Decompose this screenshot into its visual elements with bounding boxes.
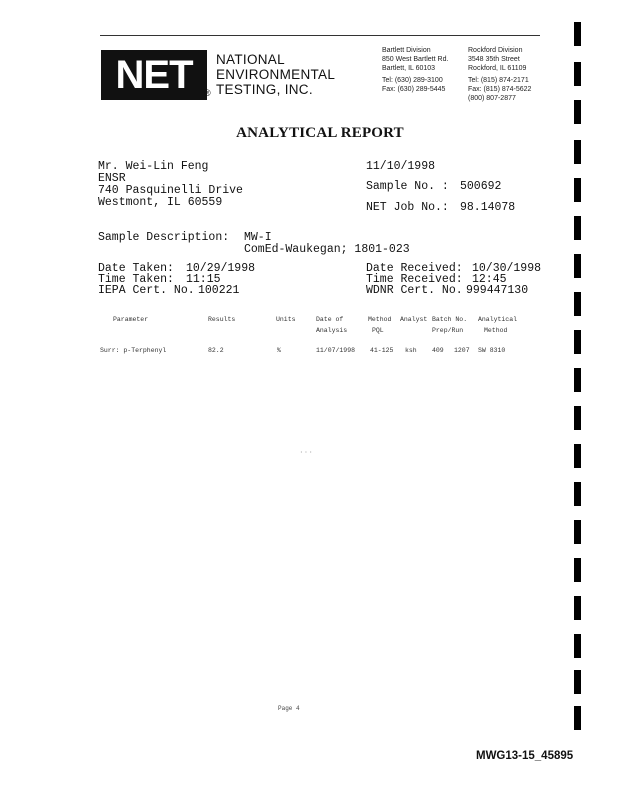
division-line: 850 West Bartlett Rd. [382,56,449,63]
col-header-date-of-line1: Date of [316,316,344,323]
col-header-method-line1: Method [368,316,392,323]
wdnr-cert-value: 999447130 [466,284,529,297]
document-id: MWG13-15_45895 [476,750,574,762]
page-label: Page 4 [278,705,300,712]
bartlett-division [382,46,448,94]
scan-margin-bar [574,368,581,392]
col-header-batch-line1: Batch No. [432,316,468,323]
registered-mark: ® [204,88,211,98]
scan-margin-bar [574,406,581,430]
row-analyst: ksh [405,347,417,354]
date-taken-label: Date Taken: [98,262,174,275]
scan-margin-bar [574,140,581,164]
col-header-analytical-line2: Method [484,327,508,334]
sample-description-line2: ComEd-Waukegan; 1801-023 [244,243,410,256]
report-date: 11/10/1998 [366,160,436,173]
row-method-pql: 41-125 [370,347,394,354]
iepa-cert-label: IEPA Cert. No. [98,284,195,297]
row-units: % [277,347,281,354]
scan-speck: · · · [300,448,312,457]
time-taken-label: Time Taken: [98,273,174,286]
row-parameter: Surr: p-Terphenyl [100,347,167,354]
scan-margin-bar [574,292,581,316]
row-batch-run: 1207 [454,347,470,354]
date-received-label: Date Received: [366,262,463,275]
row-date: 11/07/1998 [316,347,356,354]
division-line: Fax: (815) 874-5622 [468,86,532,93]
rockford-division [468,46,531,103]
company-name-line-2: ENVIRONMENTAL [216,67,336,82]
report-title: ANALYTICAL REPORT [236,125,404,141]
col-header-analytical [478,316,517,335]
scan-margin-bar [574,178,581,202]
scan-margin-bar [574,558,581,582]
sample-description-label: Sample Description: [98,231,230,244]
division-line: Rockford Division [468,47,523,54]
scan-margin-bar [574,596,581,620]
division-line: Tel: (815) 874-2171 [468,77,529,84]
sample-description-line1: MW-I [244,231,272,244]
col-header-batch-line2: Prep/Run [432,327,464,334]
col-header-batch [432,316,467,335]
row-batch-prep: 409 [432,347,444,354]
col-header-results: Results [208,316,236,323]
row-results: 82.2 [208,347,224,354]
scan-margin-bar [574,670,581,694]
date-taken-value: 10/29/1998 [186,262,256,275]
row-analytical-method: SW 8310 [478,347,506,354]
iepa-cert-value: 100221 [198,284,240,297]
scan-margin-bar [574,62,581,86]
scan-margin-bar [574,100,581,124]
division-line: 3548 35th Street [468,56,520,63]
scan-margin-bar [574,254,581,278]
time-taken-value: 11:15 [186,273,221,286]
wdnr-cert-label: WDNR Cert. No. [366,284,463,297]
company-name-line-3: TESTING, INC. [216,82,313,97]
scan-margin-bar [574,482,581,506]
client-street: 740 Pasquinelli Drive [98,184,243,197]
sample-no-label: Sample No. : [366,180,449,193]
header-rule [100,35,540,36]
job-no-label: NET Job No.: [366,201,449,214]
net-logo: NET [101,50,207,100]
scan-margin-bar [574,216,581,240]
scan-margin-bar [574,444,581,468]
scan-margin-bar [574,22,581,46]
scan-margin-bar [574,706,581,730]
col-header-parameter: Parameter [113,316,149,323]
scan-margin-bar [574,634,581,658]
col-header-date-of-line2: Analysis [316,327,348,334]
job-no-value: 98.14078 [460,201,516,214]
time-received-value: 12:45 [472,273,507,286]
col-header-analytical-line1: Analytical [478,316,518,323]
division-line: Rockford, IL 61109 [468,65,527,72]
col-header-analyst: Analyst [400,316,428,323]
division-line: Bartlett Division [382,47,431,54]
client-org: ENSR [98,172,126,185]
col-header-date-of [316,316,347,335]
division-line: Fax: (630) 289-5445 [382,86,446,93]
col-header-method [368,316,391,335]
company-name-line-1: NATIONAL [216,52,285,67]
client-name: Mr. Wei-Lin Feng [98,160,209,173]
division-line: (800) 807-2877 [468,95,516,102]
date-received-value: 10/30/1998 [472,262,542,275]
scan-margin-bar [574,520,581,544]
client-city: Westmont, IL 60559 [98,196,223,209]
time-received-label: Time Received: [366,273,463,286]
scan-margin-bar [574,330,581,354]
col-header-units: Units [276,316,296,323]
division-line: Tel: (630) 289-3100 [382,77,443,84]
sample-no-value: 500692 [460,180,502,193]
division-line: Bartlett, IL 60103 [382,65,436,72]
col-header-method-line2: PQL [372,327,384,334]
